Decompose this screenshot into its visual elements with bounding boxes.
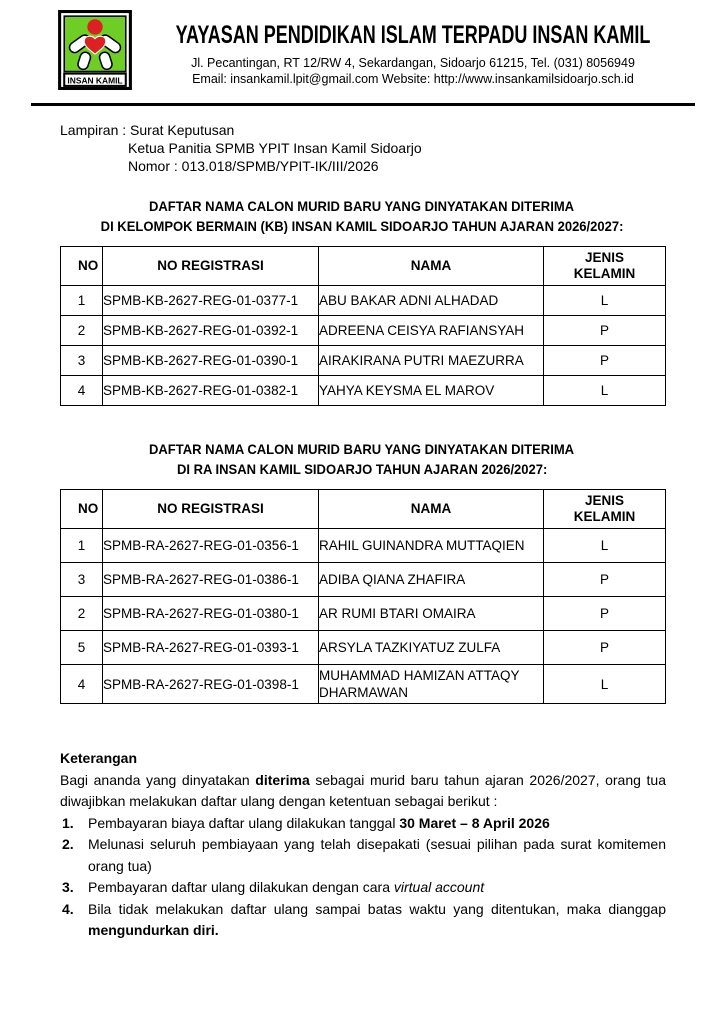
kb-roster-table [60, 246, 666, 406]
attachment-line-3: Nomor : 013.018/SPMB/YPIT-IK/III/2026 [128, 158, 379, 174]
table-row [61, 563, 666, 597]
student-name: ADIBA QIANA ZHAFIRA [319, 563, 544, 597]
note-item-number: 3. [62, 879, 74, 895]
row-number: 5 [61, 631, 103, 665]
row-number: 4 [61, 376, 103, 406]
row-number: 1 [61, 529, 103, 563]
row-number: 2 [61, 316, 103, 346]
note-item-text: Melunasi seluruh pembiayaan yang telah disepakati (sesuai pilihan pada surat komitemen orang tua) [88, 836, 666, 874]
ra-col-registration: NO REGISTRASI [103, 490, 319, 529]
gender-value: L [544, 286, 666, 316]
registration-number: SPMB-RA-2627-REG-01-0386-1 [103, 563, 319, 597]
organization-address: Jl. Pecantingan, RT 12/RW 4, Sekardangan, Sidoarjo 61215, Tel. (031) 8056949 [191, 56, 635, 70]
logo-head [87, 19, 102, 34]
table-row [61, 665, 666, 704]
student-name: RAHIL GUINANDRA MUTTAQIEN [319, 529, 544, 563]
note-item-4 [60, 899, 666, 942]
gender-value: P [544, 563, 666, 597]
ra-col-no: NO [61, 490, 103, 529]
note-text-normal: Pembayaran daftar ulang dilakukan dengan cara [88, 879, 394, 895]
note-text-normal: Pembayaran biaya daftar ulang dilakukan tanggal [88, 814, 400, 831]
ra-title-line-1: DAFTAR NAMA CALON MURID BARU YANG DINYATAKAN DITERIMA [149, 441, 575, 457]
ra-header-row [61, 490, 666, 529]
kb-col-name: NAMA [319, 247, 544, 286]
notes-intro-text: Bagi ananda yang dinyatakan [60, 771, 256, 788]
letterhead-divider [31, 103, 695, 106]
student-name: AIRAKIRANA PUTRI MAEZURRA [319, 346, 544, 376]
row-number: 3 [61, 563, 103, 597]
ra-col-gender: JENIS KELAMIN [544, 490, 666, 529]
gender-value: P [544, 346, 666, 376]
registration-number: SPMB-RA-2627-REG-01-0380-1 [103, 597, 319, 631]
kb-title-line-1: DAFTAR NAMA CALON MURID BARU YANG DINYATAKAN DITERIMA [149, 198, 575, 214]
note-item-text [88, 899, 666, 942]
kb-header-row [61, 247, 666, 286]
note-item-text [88, 877, 666, 899]
registration-number: SPMB-RA-2627-REG-01-0398-1 [103, 665, 319, 704]
ra-title-line-2: DI RA INSAN KAMIL SIDOARJO TAHUN AJARAN 2026/2027: [176, 460, 548, 477]
row-number: 1 [61, 286, 103, 316]
registration-number: SPMB-KB-2627-REG-01-0390-1 [103, 346, 319, 376]
note-text-bold: mengundurkan diri. [88, 922, 219, 938]
kb-title-line-2: DI KELOMPOK BERMAIN (KB) INSAN KAMIL SIDOARJO TAHUN AJARAN 2026/2027: [100, 217, 624, 234]
table-row [61, 346, 666, 376]
note-item-number: 4. [62, 900, 74, 917]
row-number: 3 [61, 346, 103, 376]
school-logo [58, 10, 132, 95]
note-text-normal: Bila tidak melakukan daftar ulang sampai batas waktu yang ditentukan, maka dianggap [88, 900, 666, 917]
ra-col-name: NAMA [319, 490, 544, 529]
letterhead-text [132, 10, 694, 87]
notes-intro [60, 770, 666, 813]
gender-value: L [544, 376, 666, 406]
note-item-number: 1. [62, 814, 74, 831]
table-row [61, 286, 666, 316]
note-text-bold: 30 Maret – 8 April 2026 [399, 814, 550, 831]
registration-number: SPMB-RA-2627-REG-01-0393-1 [103, 631, 319, 665]
table-row [61, 316, 666, 346]
gender-value: L [544, 665, 666, 704]
student-name: MUHAMMAD HAMIZAN ATTAQY DHARMAWAN [319, 665, 544, 704]
note-item-number: 2. [62, 836, 74, 852]
organization-name: YAYASAN PENDIDIKAN ISLAM TERPADU INSAN KAMIL [175, 21, 651, 49]
notes-section [60, 748, 666, 942]
kb-col-registration: NO REGISTRASI [103, 247, 319, 286]
student-name: YAHYA KEYSMA EL MAROV [319, 376, 544, 406]
kb-section-title [0, 197, 724, 236]
student-name: ABU BAKAR ADNI ALHADAD [319, 286, 544, 316]
kb-col-gender: JENIS KELAMIN [544, 247, 666, 286]
registration-number: SPMB-RA-2627-REG-01-0356-1 [103, 529, 319, 563]
table-row [61, 376, 666, 406]
notes-intro-bold: diterima [255, 771, 310, 788]
notes-intro-rest: sebagai murid baru tahun ajaran 2026/2027, orang tua diwajibkan melakukan daftar ulang dengan ketentuan sebagai berikut : [60, 771, 666, 809]
table-row [61, 529, 666, 563]
ra-roster-table [60, 489, 666, 704]
gender-value: L [544, 529, 666, 563]
student-name: ARSYLA TAZKIYATUZ ZULFA [319, 631, 544, 665]
note-item-2 [60, 834, 666, 877]
insan-kamil-logo-icon [58, 10, 132, 90]
registration-number: SPMB-KB-2627-REG-01-0377-1 [103, 286, 319, 316]
registration-number: SPMB-KB-2627-REG-01-0392-1 [103, 316, 319, 346]
ra-section-title [0, 440, 724, 479]
gender-value: P [544, 316, 666, 346]
registration-number: SPMB-KB-2627-REG-01-0382-1 [103, 376, 319, 406]
table-row [61, 631, 666, 665]
note-item-3 [60, 877, 666, 899]
note-text-italic: virtual account [393, 879, 485, 895]
note-item-text [88, 813, 666, 835]
attachment-line-2: Ketua Panitia SPMB YPIT Insan Kamil Sidoarjo [128, 140, 422, 156]
note-item-1 [60, 813, 666, 835]
row-number: 2 [61, 597, 103, 631]
logo-label: INSAN KAMIL [67, 75, 123, 86]
notes-heading: Keterangan [60, 750, 138, 766]
letterhead [0, 0, 724, 95]
kb-col-no: NO [61, 247, 103, 286]
attachment-line-1: Lampiran : Surat Keputusan [60, 122, 235, 138]
gender-value: P [544, 631, 666, 665]
row-number: 4 [61, 665, 103, 704]
gender-value: P [544, 597, 666, 631]
organization-contact: Email: insankamil.lpit@gmail.com Website: http://www.insankamilsidoarjo.sch.id [192, 72, 634, 86]
student-name: ADREENA CEISYA RAFIANSYAH [319, 316, 544, 346]
table-row [61, 597, 666, 631]
student-name: AR RUMI BTARI OMAIRA [319, 597, 544, 631]
attachment-block [60, 121, 665, 175]
